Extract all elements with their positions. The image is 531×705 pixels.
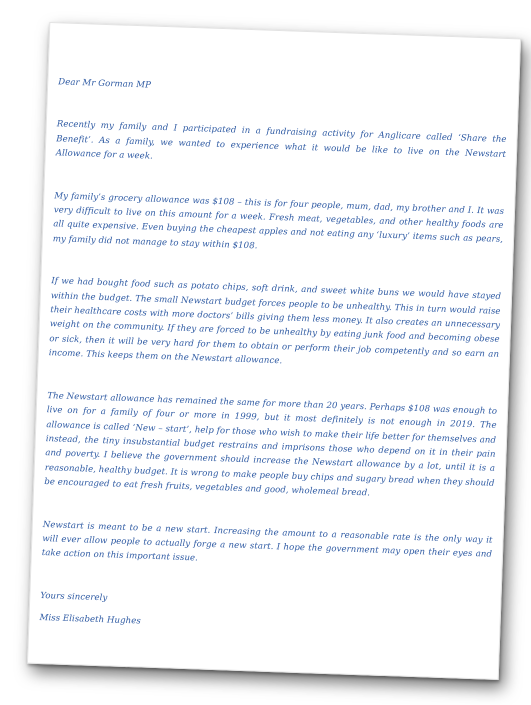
- paragraph-intro: Recently my family and I participated in a fundraising activity for Anglicare called ‘Share the Benefit’. As a family, we wanted to experience what it would be like to live on the Newstart Allowance for a week.: [55, 119, 507, 162]
- paragraph-unhealthy-budget: If we had bought food such as potato chips, soft drink, and sweet white buns we would have stayed within the budget. The small Newstart budget forces people to be unhealthy. This in turn would raise their healthcare costs with more doctors’ bills giving them less money. It also creates an unnecessary weight on the community. If they are forced to be unhealthy by eating junk food and becoming obese or sick, then it will be very hard for them to obtain or perform their job competently and so earn an income. This keeps them on the Newstart allowance.: [48, 276, 502, 367]
- letter-body: [39, 75, 508, 641]
- signature: Miss Elisabeth Hughes: [39, 613, 141, 627]
- salutation: Dear Mr Gorman MP: [58, 77, 152, 91]
- paragraph-new-start: Newstart is meant to be a new start. Increasing the amount to a reasonable rate is the only way it will ever allow people to actually forge a new start. I hope the government may open their eyes and take action on this important issue.: [41, 519, 493, 564]
- closing: Yours sincerely: [40, 590, 108, 604]
- paragraph-grocery-allowance: My family’s grocery allowance was $108 – this is for four people, mum, dad, my brother and I. It was very difficult to live on this amount for a week. Fresh meat, vegetables, and other healthy foods are all quite expensive. Even buying the cheapest apples and not eating any ‘luxury’ items such as pears, my family did not manage to stay within $108.: [52, 190, 505, 252]
- paragraph-allowance-unchanged: The Newstart allowance has remained the same for more than 20 years. Perhaps $108 was enough to live on for a family of four or more in 1999, but it most definitely is not enough in 2019. The allowance is called ‘New – start’, help for those who wish to make their life better for themselves and instead, the tiny insubstantial budget restrains and imprisons those who depend on it in their pain and poverty. I believe the government should increase the Newstart allowance by a lot, until it is a reasonable, healthy budget. It is wrong to make people buy chips and sugary bread when they should be encouraged to eat fresh fruits, vegetables and good, wholemeal bread.: [44, 390, 498, 499]
- letter-paper: [27, 22, 521, 680]
